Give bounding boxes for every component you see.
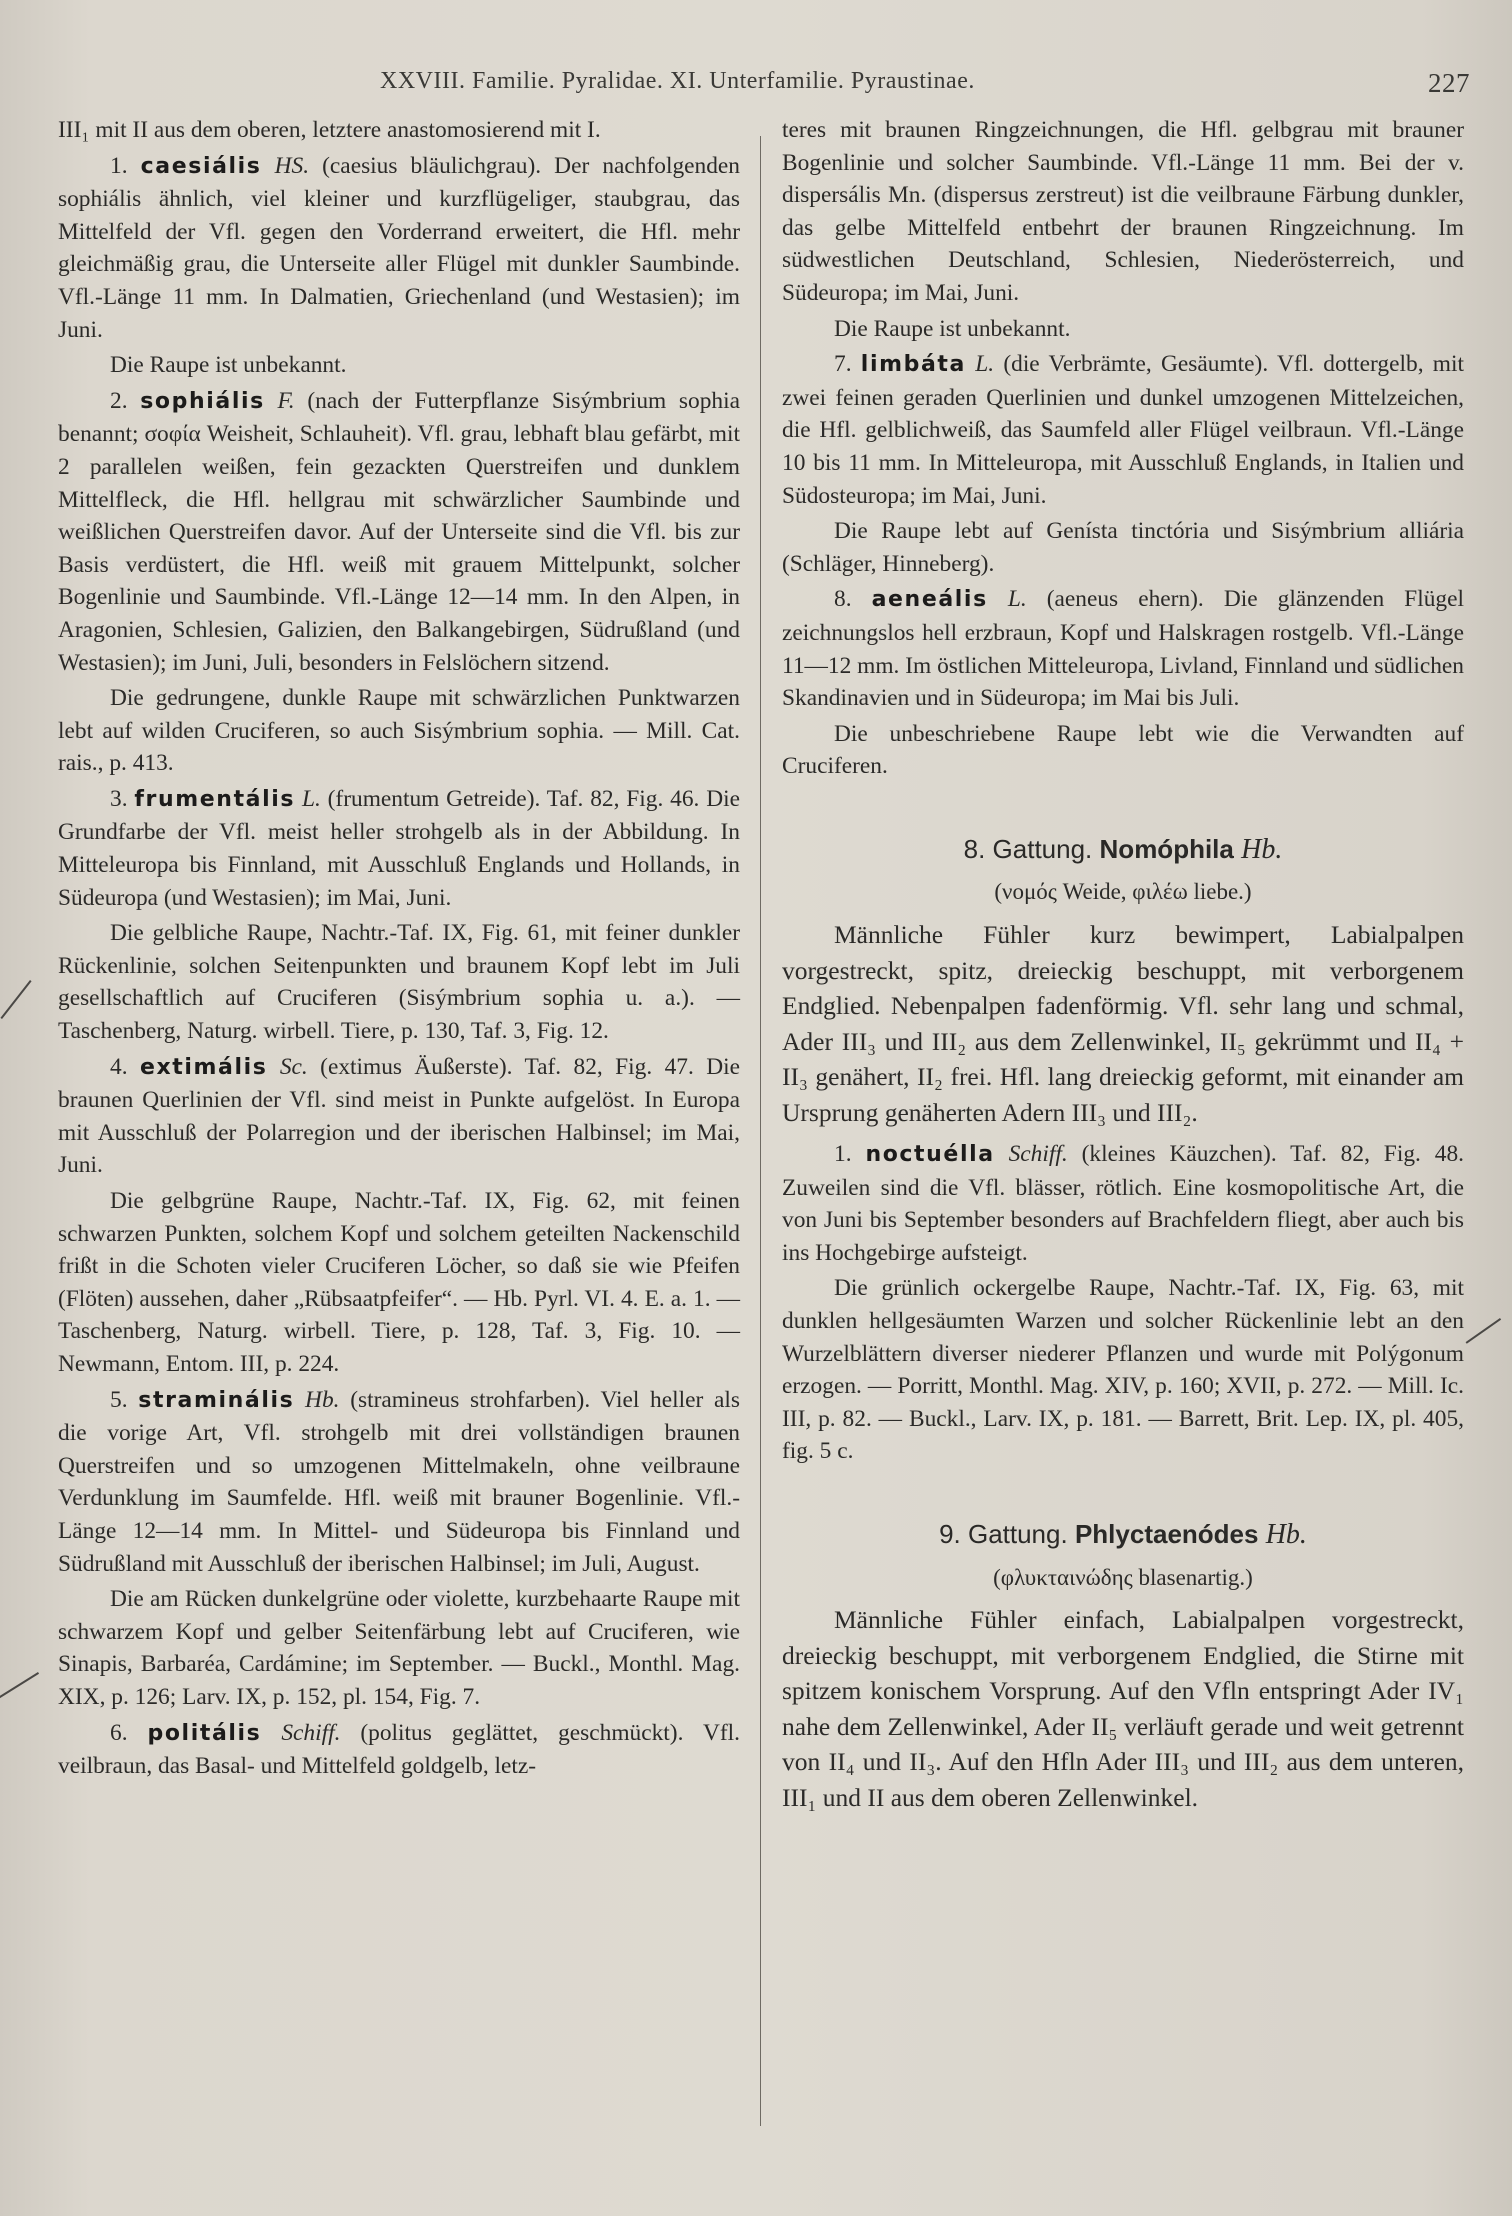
- species-name: aeneális: [871, 587, 988, 613]
- column-divider: [760, 136, 761, 2126]
- species-description: (frumentum Getreide). Taf. 82, Fig. 46. Die Grundfarbe der Vfl. meist heller strohgelb als in der Abbildung. In Mitteleuropa bis Finnland, mit Ausschluß Englands und Hollands, in Südeuropa (und Westasien); im Mai, Juni.: [58, 785, 740, 911]
- species-name: extimális: [139, 1054, 268, 1080]
- entry-number: 5.: [110, 1386, 128, 1413]
- page-number: 227: [1428, 68, 1470, 98]
- species-entry-sophialis: [58, 385, 740, 679]
- entry-number: 8.: [834, 586, 852, 613]
- species-entry-straminalis: [58, 1384, 740, 1581]
- entry-number: 6.: [110, 1719, 128, 1746]
- larva-note: Die unbeschriebene Raupe lebt wie die Verwandten auf Cruciferen.: [782, 720, 1464, 780]
- species-description: (nach der Futterpflanze Sisýmbrium sophia benannt; σοφία Weisheit, Schlauheit). Vfl. grau, lebhaft blau gefärbt, mit 2 parallelen weißen, fein gezackten Querstreifen und dunklem Mittelfleck, die Hfl. hellgrau mit schwärzlicher Saumbinde und weißlichen Querstreifen davor. Auf der Unterseite sind die Vfl. bis zur Basis verdüstert, die Hfl. weiß mit grauem Mittelpunkt, solcher Bogenlinie und Saumbinde. Vfl.-Länge 12—14 mm. In den Alpen, in Aragonien, Schlesien, Galizien, den Balkangebirgen, Südrußland (und Westasien); im Juni, Juli, besonders in Felslöchern sitzend.: [58, 387, 740, 676]
- species-author: Schiff.: [281, 1719, 341, 1746]
- entry-number: 3.: [110, 785, 128, 812]
- species-description: (kleines Käuzchen). Taf. 82, Fig. 48. Zuweilen sind die Vfl. blässer, rötlich. Eine kosmopolitische Art, die von Juni bis September besonders auf Brachfeldern fliegt, aber auch bis ins Hochgebirge aufsteigt.: [782, 1141, 1464, 1266]
- running-header: [380, 64, 1470, 104]
- genus-name: Nomóphila: [1099, 833, 1234, 864]
- species-entry-extimalis: [58, 1051, 740, 1182]
- genus-etymology: (φλυκταινώδης blasenartig.): [993, 1564, 1253, 1590]
- larva-note: Die grünlich ockergelbe Raupe, Nachtr.-Taf. IX, Fig. 63, mit dunklen hellgesäumten Warzen und solcher Rückenlinie lebt an den Wurzelblättern diverser niederer Pflanzen und wurde mit Polýgonum erzogen. — Porritt, Monthl. Mag. XIV, p. 160; XVII, p. 272. — Mill. Ic. III, p. 82. — Buckl., Larv. IX, p. 181. — Barrett, Brit. Lep. IX, pl. 405, fig. 5 c.: [782, 1275, 1464, 1465]
- larva-note: Die Raupe ist unbekannt.: [834, 315, 1071, 342]
- species-description: (die Verbrämte, Gesäumte). Vfl. dottergelb, mit zwei feinen geraden Querlinien und dunkel umzogenen Mittelzeichen, die Hfl. gelblichweiß, das Saumfeld aller Flügel veilbraun. Vfl.-Länge 10 bis 11 mm. In Mitteleuropa, mit Ausschluß Englands, in Italien und Südosteuropa; im Mai, Juni.: [782, 351, 1464, 509]
- larva-note: Die gelbliche Raupe, Nachtr.-Taf. IX, Fig. 61, mit feiner dunkler Rückenlinie, solchen Seitenpunkten und braunem Kopf lebt im Juli gesellschaftlich auf Cruciferen (Sisýmbrium sophia u. a.). — Taschenberg, Naturg. wirbell. Tiere, p. 130, Taf. 3, Fig. 12.: [58, 920, 740, 1045]
- species-description: (extimus Äußerste). Taf. 82, Fig. 47. Die braunen Querlinien der Vfl. sind meist in Punkte aufgelöst. In Europa mit Ausschluß der Polarregion und der iberischen Halbinsel; im Mai, Juni.: [58, 1053, 740, 1179]
- genus-author: Hb.: [1265, 1519, 1307, 1550]
- species-description: (caesius bläulichgrau). Der nachfolgenden sophiális ähnlich, viel kleiner und kurzflügeliger, staubgrau, das Mittelfeld der Vfl. gegen den Vorderrand erweitert, die Hfl. mehr gleichmäßig grau, die Unterseite aller Flügel mit dunkler Saumbinde. Vfl.-Länge 11 mm. In Dalmatien, Griechenland (und Westasien); im Juni.: [58, 152, 741, 343]
- species-entry-politalis: [58, 1717, 740, 1783]
- species-description: (politus geglättet, geschmückt). Vfl. veilbraun, das Basal- und Mittelfeld goldgelb, letz-: [58, 1719, 740, 1780]
- left-column: [58, 114, 740, 1786]
- species-name: frumentális: [134, 786, 296, 812]
- species-name: politális: [147, 1720, 262, 1746]
- pencil-mark: [0, 1672, 39, 1698]
- species-author: Hb.: [305, 1386, 340, 1413]
- species-author: HS.: [274, 152, 310, 179]
- species-entry-noctuella: [782, 1138, 1464, 1269]
- species-author: L.: [1007, 586, 1027, 613]
- species-description: (aeneus ehern). Die glänzenden Flügel zeichnungslos hell erzbraun, Kopf und Halskragen rostgelb. Vfl.-Länge 11—12 mm. Im östlichen Mitteleuropa, Livland, Finnland und südlichen Skandinavien und in Südeuropa; im Mai bis Juli.: [782, 586, 1464, 712]
- species-name: straminális: [138, 1387, 295, 1413]
- species-author: F.: [277, 387, 295, 414]
- species-author: Sc.: [279, 1053, 308, 1080]
- genus-heading-phlyctaenodes: [782, 1518, 1464, 1552]
- pencil-mark: [1466, 1318, 1502, 1344]
- pencil-mark: [0, 980, 31, 1019]
- genus-etymology: (νομός Weide, φιλέω liebe.): [994, 879, 1252, 905]
- genus-number: 8. Gattung.: [963, 833, 1093, 864]
- entry-number: 7.: [834, 351, 852, 378]
- species-description: (stramineus strohfarben). Viel heller als die vorige Art, Vfl. strohgelb mit drei vollständigen braunen Querstreifen und so umzogenen Mittelmakeln, ohne veilbraune Verdunklung im Saumfelde. Hfl. weiß mit brauner Bogenlinie. Vfl.-Länge 12—14 mm. In Mittel- und Südeuropa bis Finnland und Südrußland mit Ausschluß der iberischen Halbinsel; im Juli, August.: [58, 1386, 740, 1577]
- species-name: caesiális: [140, 153, 262, 179]
- species-author: L.: [975, 351, 995, 378]
- species-author: L.: [301, 785, 321, 812]
- genus-name: Phlyctaenódes: [1074, 1519, 1259, 1549]
- larva-note: Die Raupe ist unbekannt.: [110, 352, 347, 379]
- species-entry-caesialis: [58, 150, 740, 347]
- genus-heading-nomophila: [782, 833, 1464, 867]
- genus-author: Hb.: [1241, 833, 1283, 865]
- genus-description: Männliche Fühler einfach, Labialpalpen vorgestreckt, dreieckig beschuppt, mit verborgenem Endglied, die Stirne mit spitzem konischem Vorsprung. Auf den Vfln entspringt Ader IV₁ nahe dem Zellenwinkel, Ader II₅ verläuft gerade und weit getrennt von II₄ und II₃. Auf den Hfln Ader III₃ und III₂ aus dem unteren, III₁ und II aus dem oberen Zellenwinkel.: [782, 1605, 1464, 1812]
- genus-description: Männliche Fühler kurz bewimpert, Labialpalpen vorgestreckt, spitz, dreieckig beschuppt, mit verborgenem Endglied. Nebenpalpen fadenförmig. Vfl. sehr lang und schmal, Ader III₃ und III₂ aus dem Zellenwinkel, II₅ gekrümmt und II₄ + II₃ genähert, II₂ frei. Hfl. lang dreieckig geformt, mit einander am Ursprung genäherten Adern III₃ und III₂.: [782, 920, 1464, 1127]
- species-entry-aenealis: [782, 583, 1464, 714]
- larva-note: Die gelbgrüne Raupe, Nachtr.-Taf. IX, Fig. 62, mit feinen schwarzen Punkten, solchem Kopf und solchem geteilten Nackenschild frißt in die Schoten vieler Cruciferen Löcher, so daß sie wie Pfeifen (Flöten) aussehen, daher „Rübsaatpfeifer“. — Hb. Pyrl. VI. 4. E. a. 1. — Taschenberg, Naturg. wirbell. Tiere, p. 128, Taf. 3, Fig. 10. — Newmann, Entom. III, p. 224.: [58, 1188, 740, 1377]
- entry-number: 1.: [110, 152, 128, 179]
- right-column: [782, 114, 1464, 1818]
- species-name: sophiális: [140, 388, 265, 414]
- species-entry-frumentalis: [58, 783, 740, 914]
- species-description-continued: teres mit braunen Ringzeichnungen, die Hfl. gelbgrau mit brauner Bogenlinie und solcher Saumbinde. Vfl.-Länge 11 mm. Bei der v. dispersális Mn. (dispersus zerstreut) ist die veilbraune Färbung dunkler, das gelbe Mittelfeld entbehrt der braunen Ringzeichnung. Im südwestlichen Deutschland, Schlesien, Niederösterreich, und Südeuropa; im Mai, Juni.: [782, 117, 1464, 306]
- larva-note: Die am Rücken dunkelgrüne oder violette, kurzbehaarte Raupe mit schwarzem Kopf und gelber Seitenfärbung lebt auf Cruciferen, wie Sinapis, Barbaréa, Cardámine; im September. — Buckl., Monthl. Mag. XIX, p. 126; Larv. IX, p. 152, pl. 154, Fig. 7.: [58, 1586, 740, 1710]
- entry-number: 1.: [834, 1141, 852, 1168]
- genus-number: 9. Gattung.: [939, 1519, 1068, 1549]
- species-author: Schiff.: [1008, 1141, 1068, 1168]
- entry-number: 4.: [110, 1053, 128, 1080]
- intro-paragraph: III₁ mit II aus dem oberen, letztere anastomosierend mit I.: [58, 117, 601, 143]
- species-entry-limbata: [782, 348, 1464, 512]
- species-name: noctuélla: [865, 1142, 995, 1168]
- larva-note: Die gedrungene, dunkle Raupe mit schwärzlichen Punktwarzen lebt auf wilden Cruciferen, so auch Sisýmbrium sophia. — Mill. Cat. rais., p. 413.: [58, 685, 740, 777]
- larva-note: Die Raupe lebt auf Genísta tinctória und Sisýmbrium alliária (Schläger, Hinneberg).: [782, 518, 1464, 577]
- entry-number: 2.: [110, 387, 128, 414]
- running-title: XXVIII. Familie. Pyralidae. XI. Unterfamilie. Pyraustinae.: [380, 68, 975, 94]
- species-name: limbáta: [860, 352, 966, 378]
